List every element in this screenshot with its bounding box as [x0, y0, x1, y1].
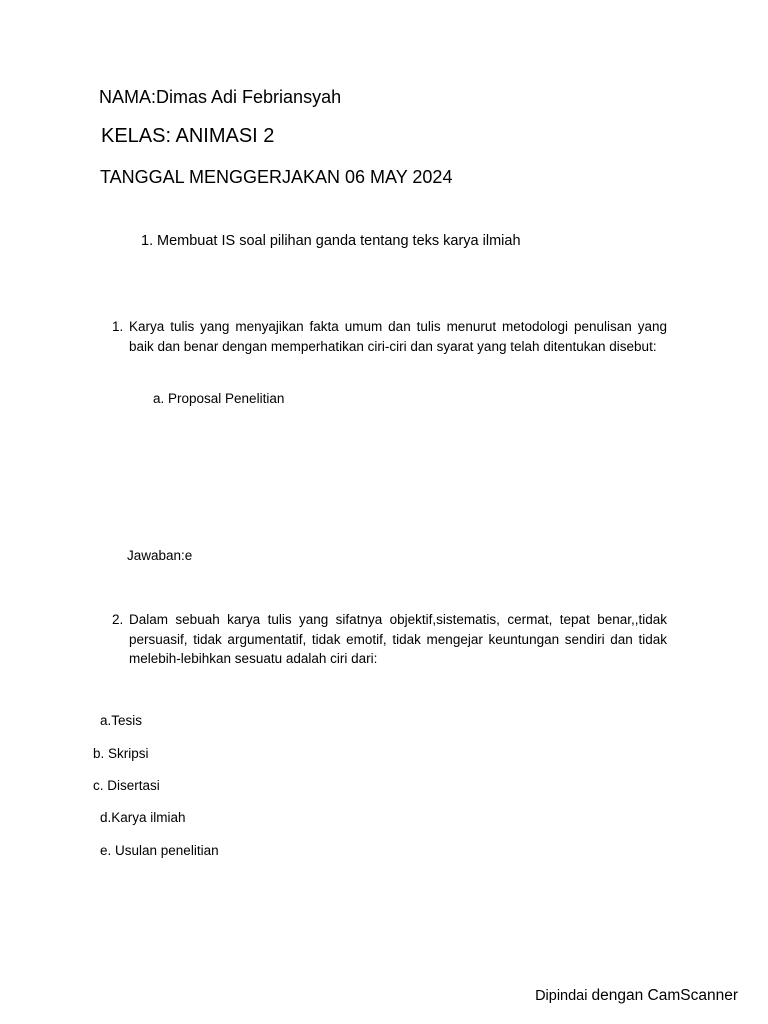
question-text: Karya tulis yang menyajikan fakta umum dan tulis menurut metodologi penulisan yang baik dan benar dengan memperhatikan ciri-ciri dan syarat yang telah ditentukan disebut: [129, 319, 667, 354]
student-name: NAMA:Dimas Adi Febriansyah [99, 87, 342, 107]
task-number: 1. [141, 233, 154, 249]
date-label: TANGGAL MENGGERJAKAN 06 MAY 2024 [100, 167, 453, 187]
question-1-answer: Jawaban:e [127, 548, 193, 563]
task-instruction [141, 233, 521, 249]
question-2-option-b: b. Skripsi [93, 746, 149, 761]
question-1-option-a: a. Proposal Penelitian [153, 391, 285, 406]
question-2-option-e: e. Usulan penelitian [100, 843, 219, 858]
task-text: Membuat IS soal pilihan ganda tentang teks karya ilmiah [157, 233, 521, 249]
question-text: Dalam sebuah karya tulis yang sifatnya objektif,sistematis, cermat, tepat benar,,tidak persuasif, tidak argumentatif, tidak emotif, tidak mengejar keuntungan sendiri dan tidak melebih-lebihkan sesuatu adalah ciri dari: [129, 612, 667, 666]
scanner-watermark [535, 987, 738, 1005]
question-2-option-a: a.Tesis [100, 713, 143, 728]
class-label: KELAS: ANIMASI 2 [101, 125, 275, 147]
question-number: 1. [112, 319, 124, 334]
question-1 [112, 317, 667, 356]
question-2 [112, 610, 667, 669]
question-2-option-c: c. Disertasi [93, 778, 160, 793]
question-2-option-d: d.Karya ilmiah [100, 810, 186, 825]
question-number: 2. [112, 612, 124, 627]
scanner-prefix: Dipindai [535, 988, 592, 1004]
scanner-brand: dengan CamScanner [591, 987, 738, 1004]
